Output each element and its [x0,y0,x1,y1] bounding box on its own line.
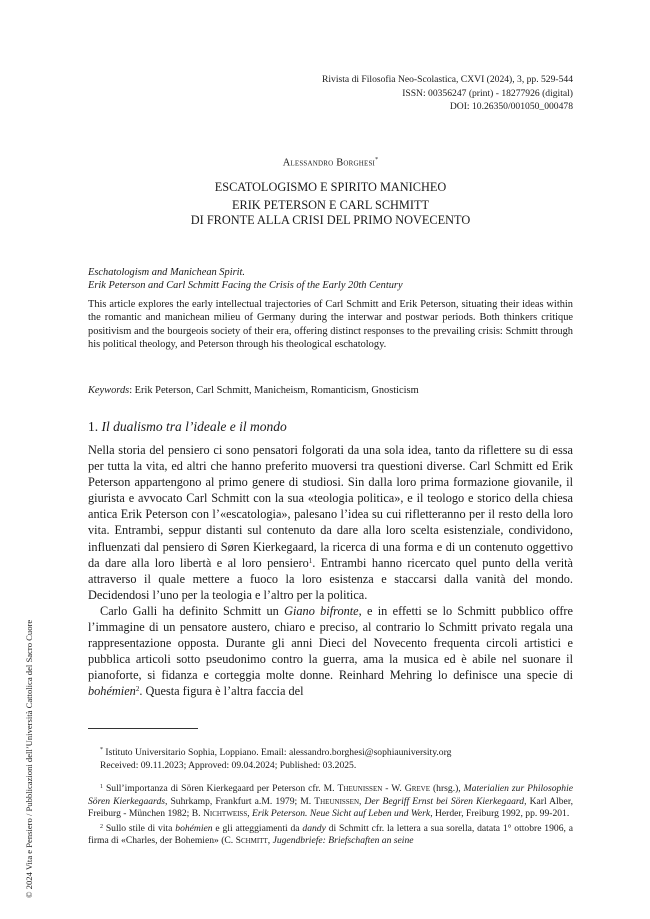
english-title [88,266,573,293]
article-title [88,180,573,229]
title-line-3: DI FRONTE ALLA CRISI DEL PRIMO NOVECENTO [190,213,471,228]
paragraph-1-tail: . Entrambi hanno ricercato quel punto della verità attraverso il quale mettere a fuoco la loro esistenza e staccarsi dalla vanità del mondo. Decidendosi l’uno per la teologia e l’altro per la politica. [88,555,573,602]
fn1-a: Sull’importanza di Sören Kierkegaard per Peterson cfr. M. [103,783,338,794]
paragraph-2-text-b: , e in effetti se lo Schmitt pubblico offre l’immagine di un pensatore austero, chiaro e preciso, al contrario lo Schmitt privato regala una rappresentazione opposta. Durante gli anni Dieci del Novecento frequenta circoli artistici e pubblica articoli sotto pseudonimo contro la guerra, ama la musica ed è abile nel suonare il pianoforte, si fidanza e corteggia molte donne. Reinhard Mehring lo definisce una specie di [88,603,573,683]
fn2-em-2: dandy [302,822,326,834]
fn1-author-2: Greve [404,783,431,794]
footnote-2-number: 2 [100,823,103,830]
title-line-1: ESCATOLOGISMO E SPIRITO MANICHEO [214,180,447,194]
abstract: This article explores the early intellectual trajectories of Carl Schmitt and Erik Peterson, situating their ideas within the romantic and manichean milieu of Germany during the interwar and postwar periods. Both thinkers critique positivism and the bourgeois society of their era, offering distinct responses to the prevailing crisis: Schmitt through his political theology, and Peterson through his theological eschatology. [88,299,573,351]
dates-line: Received: 09.11.2023; Approved: 09.04.2024; Published: 03.2025. [100,759,357,771]
doi: DOI: 10.26350/001050_000478 [449,101,573,113]
fn1-d: , Suhrkamp, Frankfurt a.M. 1979; M. [164,795,315,807]
english-title-line-1: Eschatologism and Manichean Spirit. [88,267,246,278]
footnote-1-number: 1 [100,784,103,790]
author-name: Alessandro Borghesi [282,157,376,169]
fn2-c: di Schmitt cfr. la lettera a sua sorella, datata 1° ottobre 1906, a firma di «Charles, der Bohemien» (C. [88,822,573,846]
paragraph-2 [88,603,573,700]
fn1-f: , Karl Alber, Freiburg - München 1982; B. [88,795,574,819]
keywords [88,384,573,397]
keywords-label: Keywords [88,385,130,396]
paragraph-2-text-a: Carlo Galli ha definito Schmitt un [100,603,285,618]
paragraph-2-emphasis-a: Giano bifronte [284,603,359,618]
body-text [88,442,573,700]
affiliation-mark: * [100,747,103,753]
author-line [88,157,573,168]
affiliation-text: Istituto Universitario Sophia, Loppiano. Email: alessandro.borghesi@sophiauniversity.org [103,747,452,759]
english-title-line-2: Erik Peterson and Carl Schmitt Facing the Crisis of the Early 20th Century [88,280,403,292]
fn1-g: , [247,808,253,819]
fn1-b: - W. [382,783,405,794]
footnote-separator [88,728,198,729]
fn1-work-2: Der Begriff Ernst bei Sören Kierkegaard [364,795,525,807]
paragraph-1-text: Nella storia del pensiero ci sono pensatori folgorati da una sola idea, tanto da riflettere su di essa per tutta la vita, ed altri che hanno preferito muoversi tra questioni diverse. Carl Schmitt ed Erik Peterson appartengono al primo genere di studiosi. Sin dalla loro prima formazione giovanile, il giurista e avvocato Carl Schmitt con la sua «teologia politica», e il teologo e storico della chiesa antica Erik Peterson con l’«escatologia», palesano l’idea su cui rifletteranno per il resto della loro vita. Entrambi, seppur distanti sul contenuto da dare alla loro scelta esistenziale, condividono, influenzati dal pensiero di Søren Kierkegaard, la ricerca di una forma e di un contenuto oggettivo da dare alla loro libertà e al loro pensiero [88,443,573,570]
fn2-a: Sullo stile di vita [103,822,176,834]
journal-header [173,73,573,114]
author-note-mark: * [375,157,379,163]
footnote-ref-1[interactable]: 1 [308,556,313,565]
paragraph-2-emphasis-b: bohémien [88,684,136,699]
fn2-d: , [267,835,273,846]
section-number: 1. [88,419,102,434]
paragraph-1 [88,442,573,603]
fn1-author-1: Theunissen [337,783,383,794]
keywords-values: : Erik Peterson, Carl Schmitt, Manicheism, Romanticism, Gnosticism [129,385,419,396]
issn: ISSN: 00356247 (print) - 18277926 (digital) [402,87,573,99]
fn1-c: (hrsg.), [430,783,464,794]
section-heading [88,418,573,435]
title-line-2: ERIK PETERSON E CARL SCHMITT [232,197,429,212]
section-title: Il dualismo tra l’ideale e il mondo [101,419,287,434]
fn1-e: , [359,795,365,807]
fn1-author-3: Theunissen [314,795,360,807]
fn2-b: e gli atteggiamenti da [212,822,303,834]
footnote-ref-2[interactable]: 2 [135,685,140,694]
footnote-1 [88,783,573,821]
fn1-author-4: Nichtweiss [202,808,248,819]
journal-citation: Rivista di Filosofia Neo-Scolastica, CXVI (2024), 3, pp. 529-544 [321,74,573,85]
fn2-author: Schmitt [235,835,268,846]
fn2-work: Jugendbriefe: Briefschaften an seine [272,835,414,846]
footnote-2 [88,823,573,848]
paragraph-2-text-c: . Questa figura è l’altra faccia del [139,684,304,699]
affiliation-line [100,744,573,760]
fn1-work-1: Materialien zur Philosophie Sören Kierkegaards [88,783,574,807]
fn2-em-1: bohémien [175,822,213,834]
footnotes [88,783,573,850]
copyright-side-note: © 2024 Vita e Pensiero / Pubblicazioni dell’Università Cattolica del Sacro Cuore [24,619,34,898]
fn1-h: , Herder, Freiburg 1992, pp. 99-201. [430,808,570,819]
footnote-affiliation [88,744,573,772]
fn1-work-3: Erik Peterson. Neue Sicht auf Leben und Werk [252,808,431,819]
